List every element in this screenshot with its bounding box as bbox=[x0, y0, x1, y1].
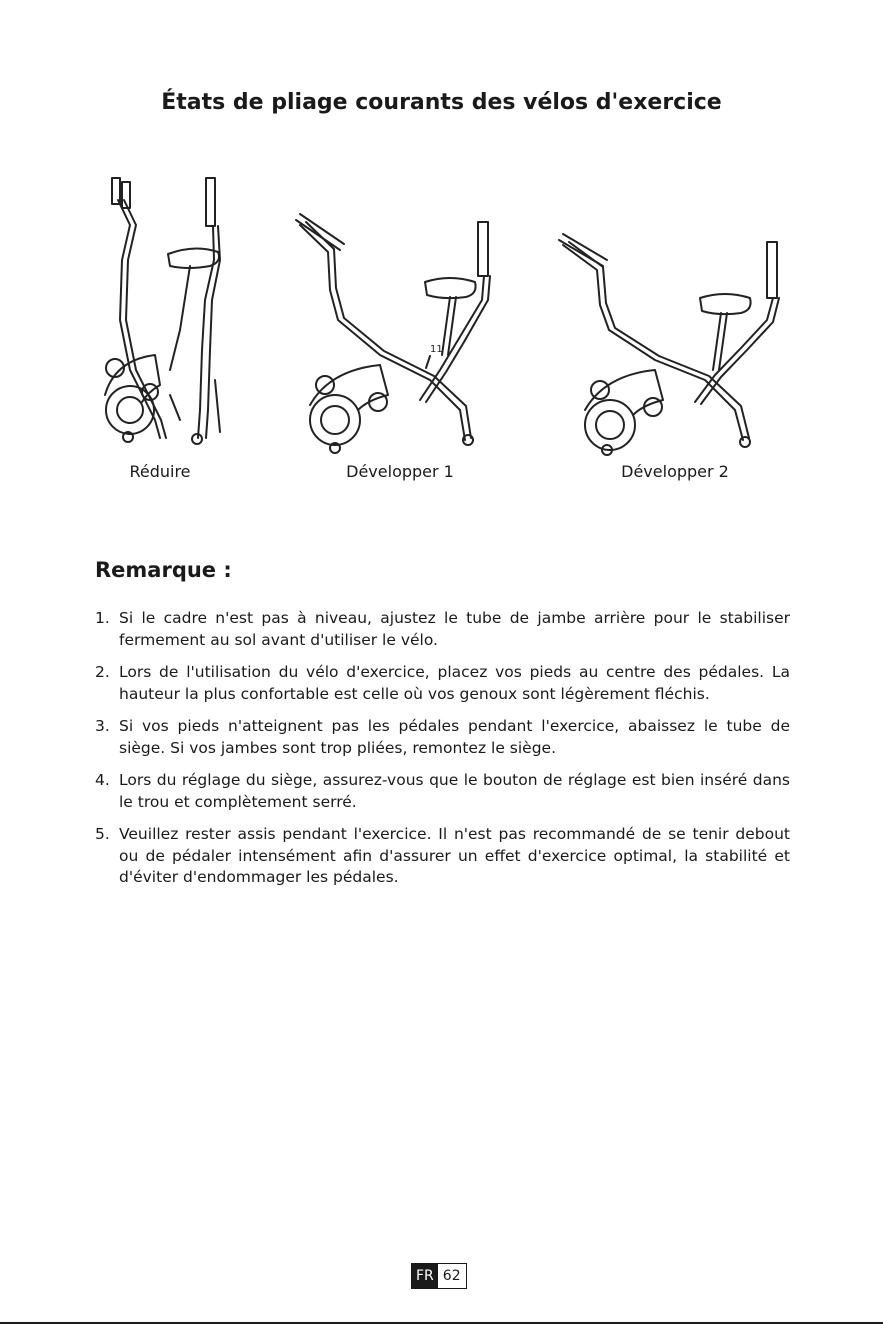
figure-folded bbox=[30, 170, 290, 490]
figure-caption: Développer 1 bbox=[346, 462, 454, 481]
figure-caption: Réduire bbox=[129, 462, 191, 481]
language-badge: FR bbox=[412, 1264, 438, 1288]
callout-number: 11 bbox=[430, 344, 443, 355]
unfolded-exercise-bike-icon bbox=[270, 170, 530, 460]
note-heading: Remarque : bbox=[95, 558, 232, 582]
note-list bbox=[95, 608, 790, 900]
list-item bbox=[95, 824, 790, 889]
page-footer bbox=[411, 1263, 467, 1289]
item-number: 2. bbox=[95, 663, 110, 681]
item-text: Veuillez rester assis pendant l'exercice. Il n'est pas recommandé de se tenir debout ou de pédaler intensément afin d'assurer un effet d'exercice optimal, la stabilité et d'éviter d'endommager les pédales. bbox=[119, 825, 790, 886]
item-number: 5. bbox=[95, 825, 110, 843]
figure-caption: Développer 2 bbox=[621, 462, 729, 481]
list-item bbox=[95, 770, 790, 813]
figure-unfolded-1 bbox=[270, 170, 530, 490]
item-number: 4. bbox=[95, 771, 110, 789]
item-number: 3. bbox=[95, 717, 110, 735]
list-item bbox=[95, 716, 790, 759]
unfolded-exercise-bike-icon bbox=[545, 170, 805, 460]
list-item bbox=[95, 662, 790, 705]
item-text: Si vos pieds n'atteignent pas les pédales pendant l'exercice, abaissez le tube de siège. Si vos jambes sont trop pliées, remontez le siège. bbox=[119, 717, 790, 757]
item-text: Lors du réglage du siège, assurez-vous que le bouton de réglage est bien inséré dans le trou et complètement serré. bbox=[119, 771, 790, 811]
folded-exercise-bike-icon bbox=[30, 170, 290, 460]
figure-unfolded-2 bbox=[545, 170, 805, 490]
list-item bbox=[95, 608, 790, 651]
item-text: Lors de l'utilisation du vélo d'exercice, placez vos pieds au centre des pédales. La hauteur la plus confortable est celle où vos genoux sont légèrement fléchis. bbox=[119, 663, 790, 703]
page-number: 62 bbox=[442, 1268, 461, 1284]
item-text: Si le cadre n'est pas à niveau, ajustez le tube de jambe arrière pour le stabiliser fermement au sol avant d'utiliser le vélo. bbox=[119, 609, 790, 649]
item-number: 1. bbox=[95, 609, 110, 627]
bike-figures bbox=[0, 170, 883, 490]
page-title: États de pliage courants des vélos d'exercice bbox=[161, 90, 722, 115]
